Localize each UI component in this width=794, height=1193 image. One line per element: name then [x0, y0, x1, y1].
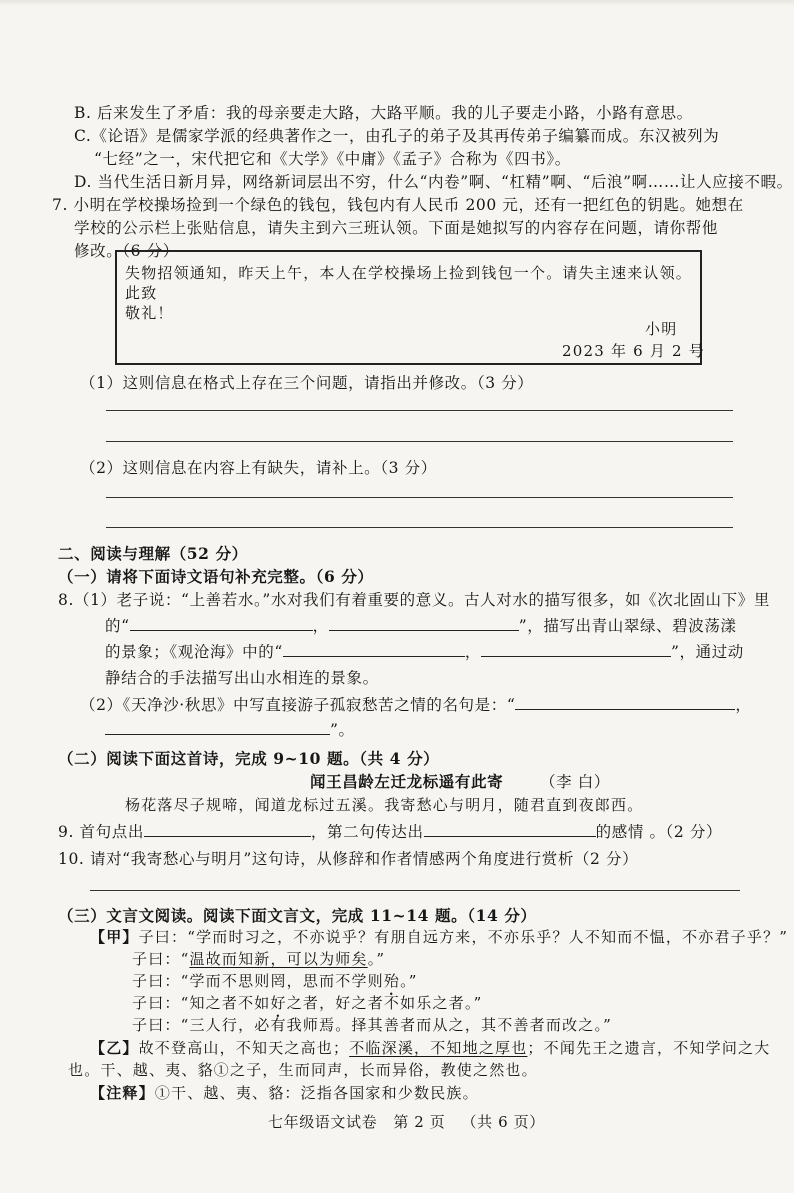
footer-total: （共 6 页）: [461, 1113, 545, 1131]
yi-text: ；不闻先王之遗言，不知学问之大: [527, 1039, 771, 1057]
fill-blank[interactable]: [329, 616, 519, 631]
fill-blank[interactable]: [105, 720, 330, 735]
fill-blank[interactable]: [481, 642, 671, 657]
notice-line2: 此致: [125, 284, 158, 302]
yi-line2: 也。干、越、夷、貉①之子，生而同声，长而异俗，教使之然也。: [68, 1061, 538, 1079]
fill-blank[interactable]: [283, 642, 465, 657]
jia-text: 。”: [400, 972, 418, 990]
q10: 10. 请对“我寄愁心与明月”这句诗，从修辞和作者情感两个角度进行赏析（2 分）: [58, 850, 639, 868]
option-d: D. 当代生活日新月异，网络新词层出不穷，什么“内卷”啊、“杠精”啊、“后浪”啊……让人应接不暇。: [74, 173, 793, 191]
notice-sign: 小明: [645, 320, 678, 338]
poem-text: 杨花落尽子规啼，闻道龙标过五溪。我寄愁心与明月，随君直到夜郎西。: [125, 796, 644, 814]
q7-line2: 学校的公示栏上张贴信息，请失主到六三班认领。下面是她拟写的内容存在问题，请你帮他: [74, 219, 719, 237]
fill-blank[interactable]: [130, 616, 313, 631]
jia-underlined: 温故而知新，可以为师矣: [189, 950, 368, 968]
part2-title: （二）阅读下面这首诗，完成 9~10 题。（共 4 分）: [58, 749, 440, 768]
q8-text: ，: [464, 643, 481, 661]
answer-line[interactable]: [106, 410, 733, 411]
poem-title: 闻王昌龄左迁龙标遥有此寄: [310, 772, 504, 791]
footer-subject: 七年级语文试卷: [268, 1113, 378, 1131]
q7-sub1: （1）这则信息在格式上存在三个问题，请指出并修改。（3 分）: [80, 374, 534, 392]
jia-text: 之者，好之者不如乐之者。”: [286, 994, 483, 1012]
q9-text: ，第二句传达出: [310, 823, 424, 841]
notice-date: 2023 年 6 月 2 号: [562, 342, 705, 360]
option-b: B. 后来发生了矛盾：我的母亲要走大路，大路平顺。我的儿子要走小路，小路有意思。: [74, 104, 693, 122]
yi-label: 【乙】: [90, 1039, 139, 1057]
notice-line3: 敬礼！: [125, 304, 174, 322]
notice-line1: 失物招领通知，昨天上午，本人在学校操场上捡到钱包一个。请失主速来认领。: [125, 264, 693, 282]
scan-edge: [0, 0, 794, 6]
jia-text: 子曰：“学而不思则罔，思而不学则: [132, 972, 384, 990]
q8-text: 的“: [105, 617, 130, 635]
answer-line[interactable]: [106, 497, 733, 498]
option-c-line1: C.《论语》是儒家学派的经典著作之一，由孔子的弟子及其再传弟子编纂而成。东汉被列为: [74, 127, 720, 145]
q7-line3: 修改。（6 分）: [74, 242, 179, 260]
q8-line4: 静结合的手法描写出山水相连的景象。: [105, 669, 379, 687]
q8-line1: 8.（1）老子说：“上善若水。”水对我们有着重要的意义。古人对水的描写很多，如《次北固山下》里: [58, 591, 770, 609]
answer-line[interactable]: [90, 890, 740, 891]
q8-text: 的景象；《观沧海》中的“: [105, 643, 283, 661]
q8-text: ”，通过动: [670, 643, 744, 661]
part1-title: （一）请将下面诗文语句补充完整。（6 分）: [58, 567, 374, 586]
yi-text: 故不登高山，不知天之高也；: [138, 1039, 350, 1057]
jia-text: 子曰：“: [132, 950, 190, 968]
footer-page: 第 2 页: [393, 1113, 446, 1131]
note-label: 【注释】: [90, 1084, 155, 1102]
jia-dotted: 殆: [383, 972, 401, 990]
jia-label: 【甲】: [90, 928, 139, 946]
q8-2-text: （2）《天净沙·秋思》中写直接游子孤寂愁苦之情的名句是：“: [80, 696, 516, 714]
jia-text: 子曰：“知之者不如: [132, 994, 271, 1012]
poem-author: （李 白）: [540, 773, 610, 791]
jia-line1: 子曰：“学而时习之，不亦说乎？有朋自远方来，不亦乐乎？人不知而不愠，不亦君子乎？”: [138, 928, 789, 946]
section-title: 二、阅读与理解（52 分）: [58, 544, 248, 563]
note-text: ①干、越、夷、貉：泛指各国家和少数民族。: [154, 1084, 479, 1102]
fill-blank[interactable]: [424, 822, 596, 837]
jia-text: 。”: [367, 950, 386, 968]
answer-line[interactable]: [106, 441, 733, 442]
jia-line5: 子曰：“三人行，必有我师焉。择其善者而从之，其不善者而改之。”: [132, 1016, 613, 1034]
answer-line[interactable]: [106, 527, 733, 528]
q9-text: 9. 首句点出: [58, 823, 144, 841]
q8-text: ”，描写出青山翠绿、碧波荡漾: [518, 617, 737, 635]
jia-dotted: 好: [270, 994, 287, 1012]
option-c-line2: “七经”之一，宋代把它和《大学》《中庸》《孟子》合称为《四书》。: [94, 150, 571, 168]
fill-blank[interactable]: [515, 695, 735, 710]
q9-text: 的感情 。（2 分）: [595, 823, 723, 841]
q8-2-text: ”。: [330, 721, 355, 739]
q7-line1: 7. 小明在学校操场捡到一个绿色的钱包，钱包内有人民币 200 元，还有一把红色的钥匙。她想在: [52, 196, 744, 214]
q7-sub2: （2）这则信息在内容上有缺失，请补上。（3 分）: [80, 459, 437, 477]
q8-text: ，: [312, 617, 329, 635]
yi-underlined: 不临深溪，不知地之厚也: [349, 1039, 528, 1057]
q8-2-text: ，: [735, 696, 752, 714]
part3-title: （三）文言文阅读。阅读下面文言文，完成 11~14 题。（14 分）: [58, 906, 537, 925]
fill-blank[interactable]: [144, 822, 311, 837]
